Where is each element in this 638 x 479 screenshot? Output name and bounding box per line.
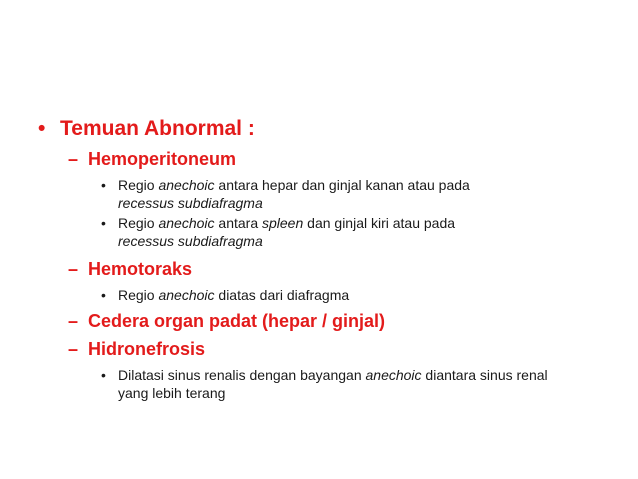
bullet-icon: • [101,215,106,231]
item-title: Hemoperitoneum [88,149,237,169]
sub-item-text: Regio anechoic diatas dari diafragma [118,287,350,303]
bullet-icon: • [101,177,106,193]
dash-icon: – [68,311,79,331]
heading-temuan-abnormal [38,114,255,144]
sub-item-text: Regio anechoic antara hepar dan ginjal kanan atau pada recessus subdiafragma [118,177,470,211]
bullet-icon: • [101,287,106,303]
heading-text: Temuan Abnormal : [60,117,255,140]
item-hidronefrosis [68,336,205,362]
item-cedera-organ-padat [68,308,385,334]
sub-item-hemotoraks-1 [101,286,621,304]
dash-icon: – [68,259,79,279]
sub-item-hemoperitoneum-1 [101,176,621,212]
bullet-icon: • [38,117,46,140]
dash-icon: – [68,339,79,359]
bullet-icon: • [101,367,106,383]
sub-item-hidronefrosis-1 [101,366,581,402]
sub-item-text: Regio anechoic antara spleen dan ginjal kiri atau pada recessus subdiafragma [118,215,456,249]
item-hemoperitoneum [68,146,236,172]
item-title: Hemotoraks [88,259,193,279]
item-hemotoraks [68,256,192,282]
sub-item-text: Dilatasi sinus renalis dengan bayangan anechoic diantara sinus renal yang lebih terang [118,367,548,401]
item-title: Hidronefrosis [88,339,206,359]
dash-icon: – [68,149,79,169]
item-title: Cedera organ padat (hepar / ginjal) [88,311,386,331]
sub-item-hemoperitoneum-2 [101,214,621,250]
